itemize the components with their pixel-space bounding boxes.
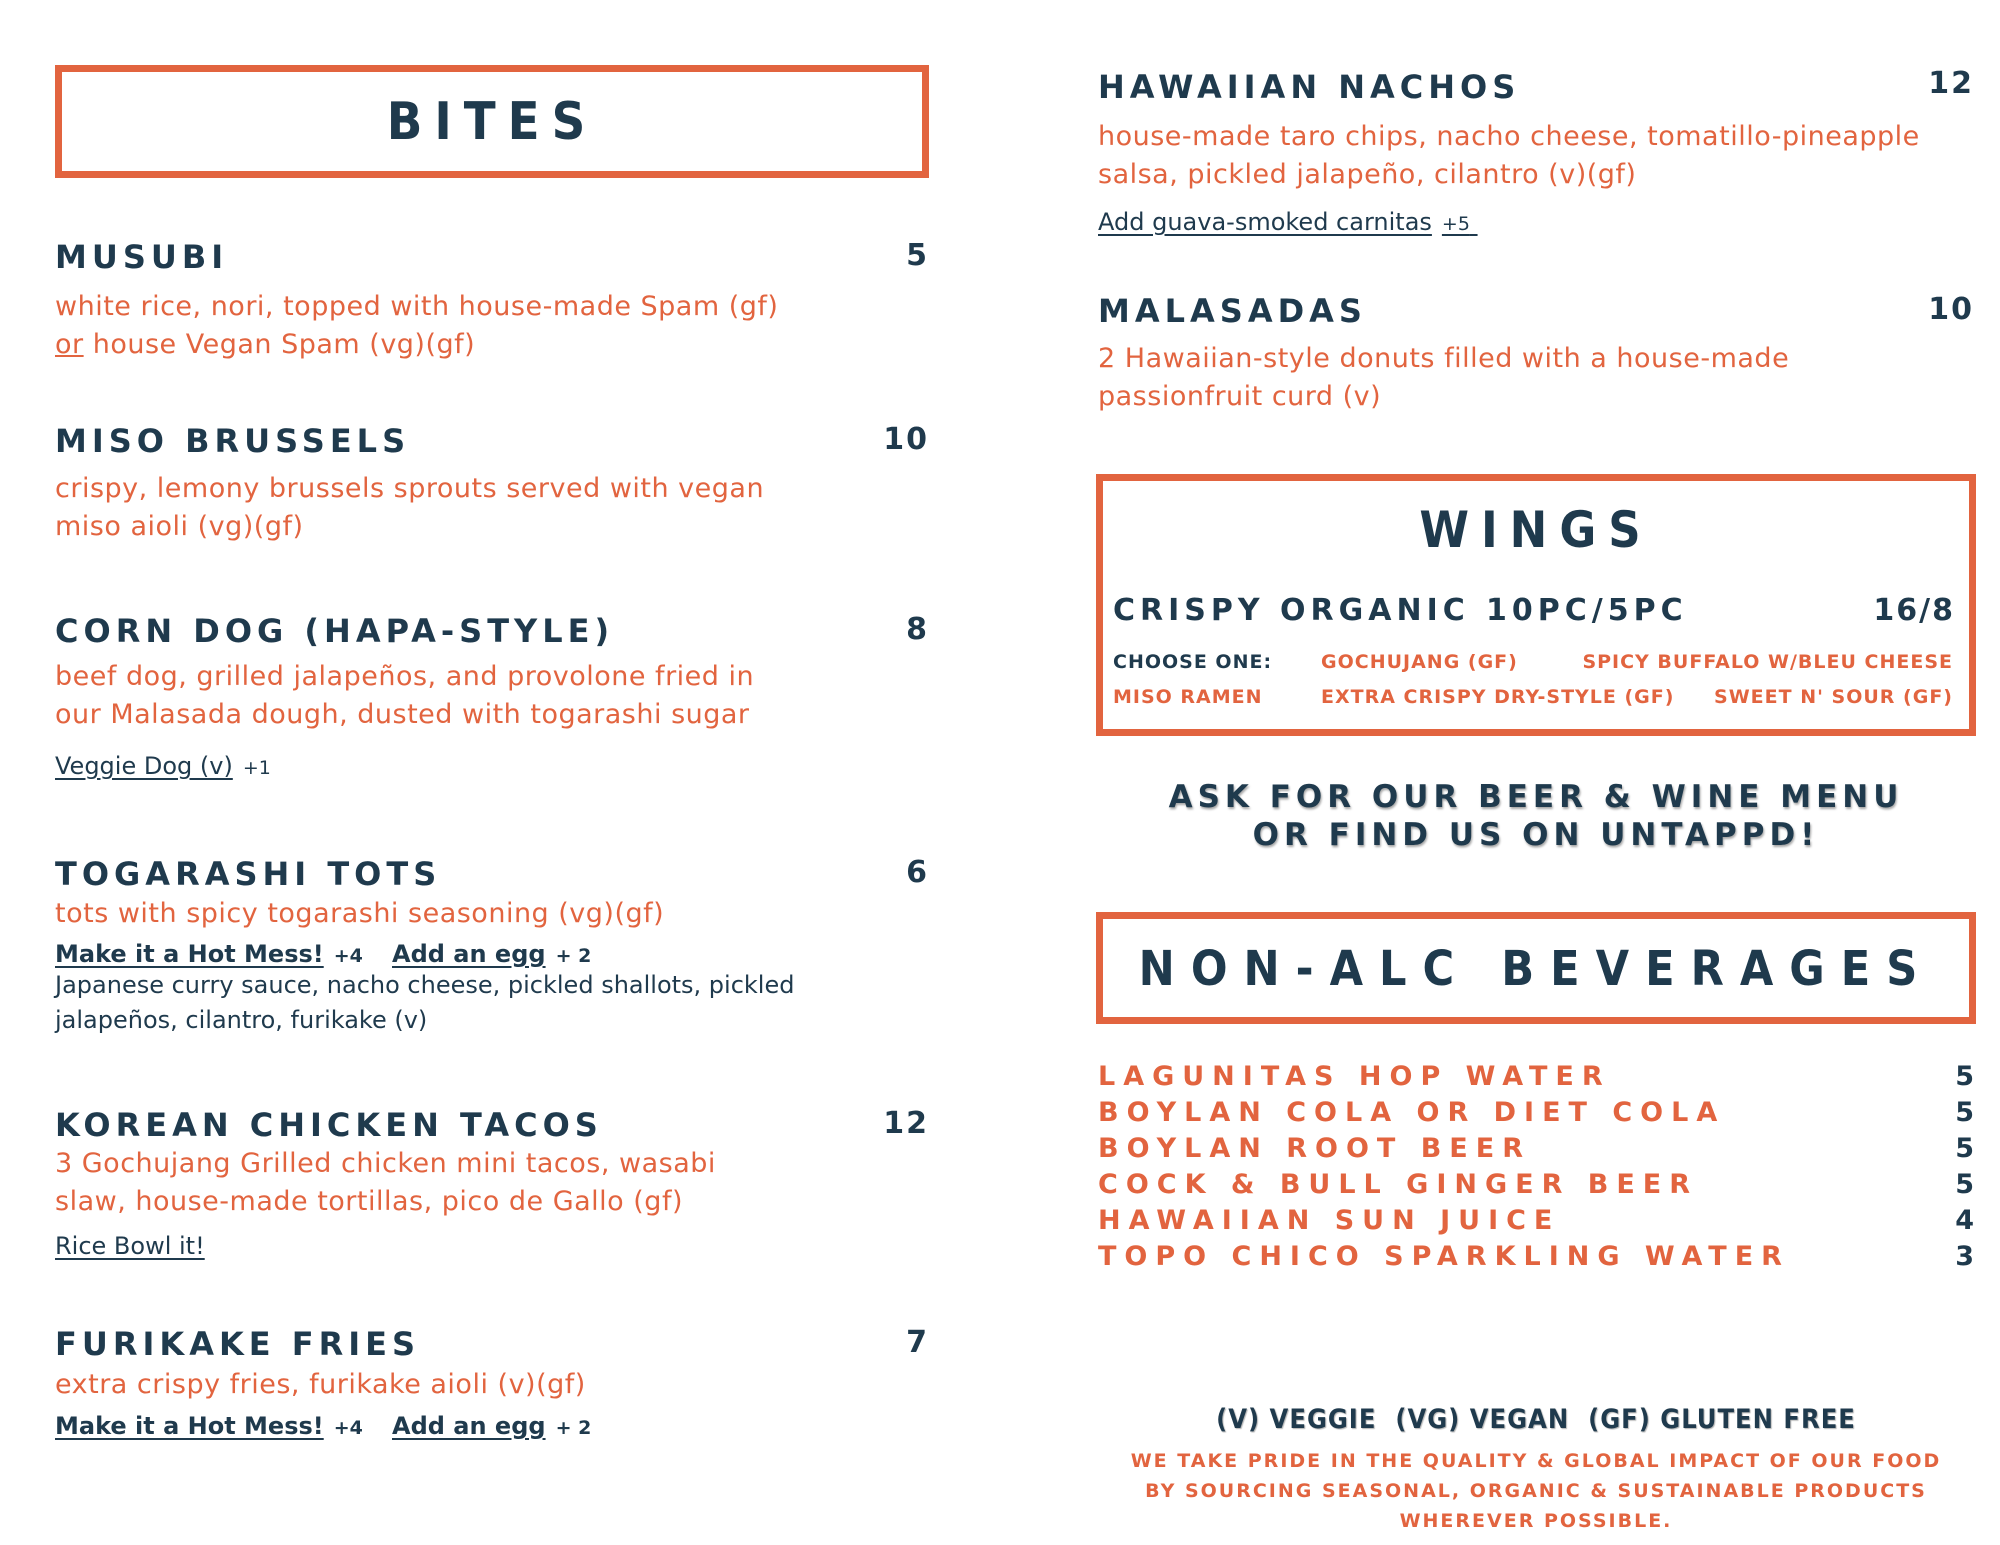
beer-wine-callout: ASK FOR OUR BEER & WINE MENU OR FIND US ON UNTAPPD!	[1168, 779, 1904, 853]
beverage-name: BOYLAN ROOT BEER	[1098, 1133, 1531, 1164]
beverage-price: 5	[1955, 1133, 1974, 1164]
menu-item-name: MISO BRUSSELS	[55, 422, 411, 460]
beverages-header-box	[1096, 912, 1976, 1024]
menu-item-price: 7	[906, 1325, 929, 1360]
hot-mess-description: Japanese curry sauce, nacho cheese, pickled shallots, pickled jalapeños, cilantro, furikake (v)	[55, 971, 795, 1034]
dietary-legend: (V) VEGGIE (VG) VEGAN (GF) GLUTEN FREE	[1216, 1404, 1856, 1435]
sourcing-statement: WE TAKE PRIDE IN THE QUALITY & GLOBAL IMPACT OF OUR FOOD BY SOURCING SEASONAL, ORGANIC & SUSTAINABLE PRODUCTS WHEREVER POSSIBLE.	[1130, 1450, 1942, 1532]
beverage-name: LAGUNITAS HOP WATER	[1098, 1061, 1611, 1092]
wings-item-name: CRISPY ORGANIC	[1113, 593, 1470, 628]
wings-option[interactable]: EXTRA CRISPY DRY-STYLE (GF)	[1321, 686, 1675, 708]
menu-item-price: 6	[906, 855, 929, 890]
menu-item-name: FURIKAKE FRIES	[55, 1325, 421, 1363]
beverage-name: HAWAIIAN SUN JUICE	[1098, 1205, 1561, 1236]
wings-title: WINGS	[1419, 501, 1653, 559]
bites-title: BITES	[386, 92, 598, 152]
beverage-price: 5	[1955, 1169, 1974, 1200]
beverage-price: 4	[1955, 1205, 1974, 1236]
beverage-price: 5	[1955, 1097, 1974, 1128]
wings-option[interactable]: MISO RAMEN	[1113, 686, 1263, 708]
beverage-price: 3	[1955, 1241, 1974, 1272]
addon-veggie-dog[interactable]: Veggie Dog (v) +1	[55, 752, 271, 780]
menu-item-name: HAWAIIAN NACHOS	[1098, 68, 1521, 106]
beverage-name: COCK & BULL GINGER BEER	[1098, 1169, 1699, 1200]
wings-option[interactable]: GOCHUJANG (GF)	[1321, 651, 1518, 673]
menu-item-price: 10	[883, 422, 929, 457]
beverage-name: TOPO CHICO SPARKLING WATER	[1098, 1241, 1790, 1272]
beverage-price: 5	[1955, 1061, 1974, 1092]
wings-item-sizes: 10PC/5PC	[1486, 593, 1688, 628]
menu-item-description: white rice, nori, topped with house-made Spam (gf) or house Vegan Spam (vg)(gf)	[55, 291, 779, 360]
menu-item-description: beef dog, grilled jalapeños, and provolone fried in our Malasada dough, dusted with togarashi sugar	[55, 661, 755, 730]
addon-rice-bowl[interactable]: Rice Bowl it!	[55, 1232, 205, 1260]
menu-item-price: 8	[906, 612, 929, 647]
menu-item-name: CORN DOG (HAPA-STYLE)	[55, 612, 615, 650]
addon-egg[interactable]: Add an egg + 2	[392, 1412, 592, 1440]
menu-item-name: KOREAN CHICKEN TACOS	[55, 1106, 603, 1144]
beverage-name: BOYLAN COLA OR DIET COLA	[1098, 1097, 1726, 1128]
addon-egg[interactable]: Add an egg + 2	[392, 940, 592, 968]
wings-choose-label: CHOOSE ONE:	[1113, 651, 1273, 673]
menu-item-price: 10	[1928, 292, 1974, 327]
menu-item-name: TOGARASHI TOTS	[55, 855, 442, 893]
wings-item-price: 16/8	[1873, 593, 1955, 628]
bites-header-box	[55, 65, 929, 178]
menu-item-price: 12	[1928, 66, 1974, 101]
addon-hot-mess[interactable]: Make it a Hot Mess! +4	[55, 940, 363, 968]
menu-item-description: crispy, lemony brussels sprouts served with vegan miso aioli (vg)(gf)	[55, 473, 765, 542]
wings-option[interactable]: SWEET N' SOUR (GF)	[1714, 686, 1953, 708]
wings-option[interactable]: SPICY BUFFALO W/BLEU CHEESE	[1582, 651, 1953, 673]
beverages-title: NON-ALC BEVERAGES	[1138, 941, 1934, 997]
menu-item-description: tots with spicy togarashi seasoning (vg)(gf)	[55, 898, 665, 929]
wings-box	[1096, 474, 1976, 736]
menu-item-name: MUSUBI	[55, 238, 229, 276]
addon-carnitas[interactable]: Add guava-smoked carnitas +5	[1098, 208, 1470, 236]
addon-hot-mess[interactable]: Make it a Hot Mess! +4	[55, 1412, 363, 1440]
menu-item-price: 5	[906, 238, 929, 273]
menu-item-description: extra crispy fries, furikake aioli (v)(gf)	[55, 1369, 586, 1400]
menu-item-description: house-made taro chips, nacho cheese, tomatillo-pineapple salsa, pickled jalapeño, cilantro (v)(gf)	[1098, 121, 1920, 190]
menu-item-price: 12	[883, 1106, 929, 1141]
menu-item-name: MALASADAS	[1098, 292, 1367, 330]
menu-item-description: 3 Gochujang Grilled chicken mini tacos, wasabi slaw, house-made tortillas, pico de Gallo (gf)	[55, 1148, 716, 1217]
menu-item-description: 2 Hawaiian-style donuts filled with a house-made passionfruit curd (v)	[1098, 343, 1790, 412]
